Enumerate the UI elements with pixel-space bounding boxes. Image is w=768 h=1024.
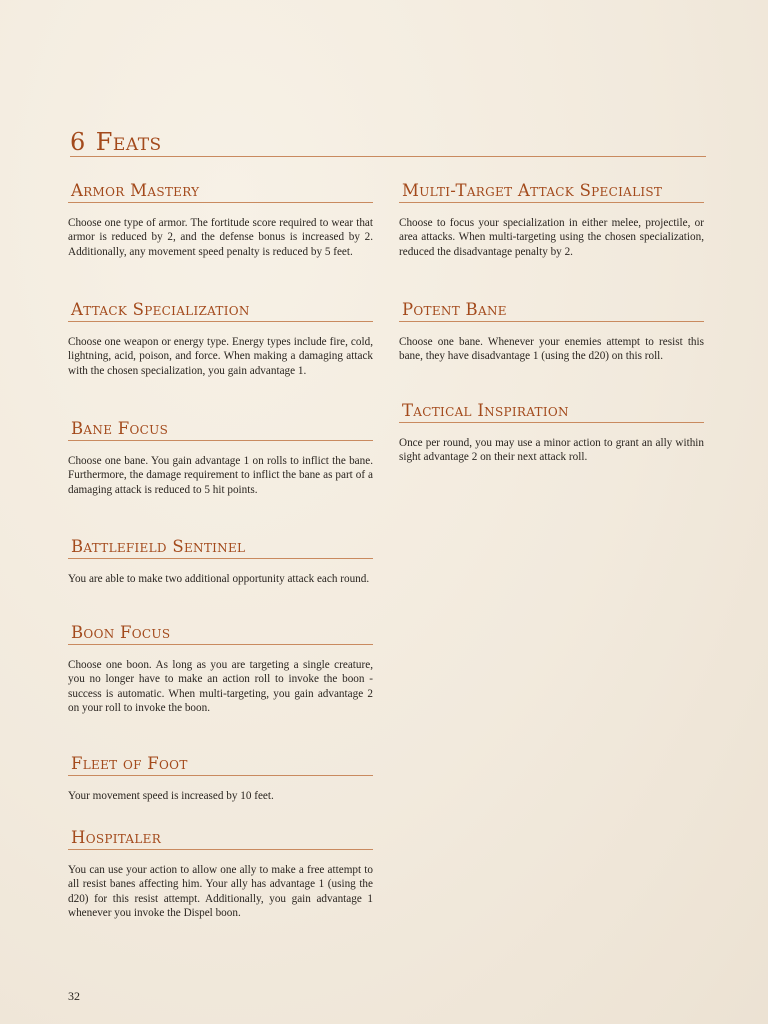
feat-armor-mastery (68, 181, 373, 259)
feat-boon-focus (68, 623, 373, 715)
feat-title: Attack Specialization (68, 300, 373, 322)
feat-title: Battlefield Sentinel (68, 537, 373, 559)
feat-title: Potent Bane (399, 300, 704, 322)
feat-tactical-inspiration (399, 401, 704, 465)
feat-title: Boon Focus (68, 623, 373, 645)
feat-description: Choose one bane. You gain advantage 1 on rolls to inflict the bane. Furthermore, the damage requirement to inflict the bane as part of a damaging attack is reduced to 5 hit points. (68, 455, 373, 496)
feat-title: Fleet of Foot (68, 754, 373, 776)
feat-battlefield-sentinel (68, 537, 373, 586)
feat-description: Choose to focus your specialization in either melee, projectile, or area attacks. When multi-targeting using the chosen specialization, reduced the disadvantage penalty by 2. (399, 217, 704, 258)
feat-title: Multi-Target Attack Specialist (399, 181, 704, 203)
feat-description: You are able to make two additional opportunity attack each round. (68, 573, 370, 585)
feat-title: Tactical Inspiration (399, 401, 704, 423)
feat-description: Choose one bane. Whenever your enemies attempt to resist this bane, they have disadvantage 1 (using the d20) on this roll. (399, 336, 704, 363)
feat-hospitaler (68, 828, 373, 920)
feat-title: Armor Mastery (68, 181, 373, 203)
feat-description: You can use your action to allow one ally to make a free attempt to all resist banes affecting him. Your ally has advantage 1 (using the d20) for this resist attempt. Additionally, you gain advantage 1 whenever you invoke the Dispel boon. (68, 864, 373, 919)
feat-potent-bane (399, 300, 704, 364)
feat-attack-specialization (68, 300, 373, 378)
feat-multi-target-attack-specialist (399, 181, 704, 259)
feat-title: Hospitaler (68, 828, 373, 850)
feat-description: Choose one boon. As long as you are targeting a single creature, you no longer have to make an action roll to invoke the boon - success is automatic. When multi-targeting, you gain advantage 2 on your roll to invoke the boon. (68, 659, 373, 714)
feat-fleet-of-foot (68, 754, 373, 803)
chapter-number: 6 (70, 128, 86, 156)
feat-description: Once per round, you may use a minor action to grant an ally within sight advantage 2 on their next attack roll. (399, 437, 704, 464)
feat-title: Bane Focus (68, 419, 373, 441)
feat-description: Choose one type of armor. The fortitude score required to wear that armor is reduced by 2, and the defense bonus is increased by 2. Additionally, any movement speed penalty is reduced by 5 feet. (68, 217, 373, 258)
page-number: 32 (68, 989, 80, 1003)
feat-description: Your movement speed is increased by 10 feet. (68, 790, 274, 802)
feat-bane-focus (68, 419, 373, 497)
chapter-title (70, 128, 706, 157)
feat-description: Choose one weapon or energy type. Energy types include fire, cold, lightning, acid, poison, and force. When making a damaging attack with the chosen specialization, you gain advantage 1. (68, 336, 373, 377)
chapter-title-text: Feats (95, 128, 162, 156)
